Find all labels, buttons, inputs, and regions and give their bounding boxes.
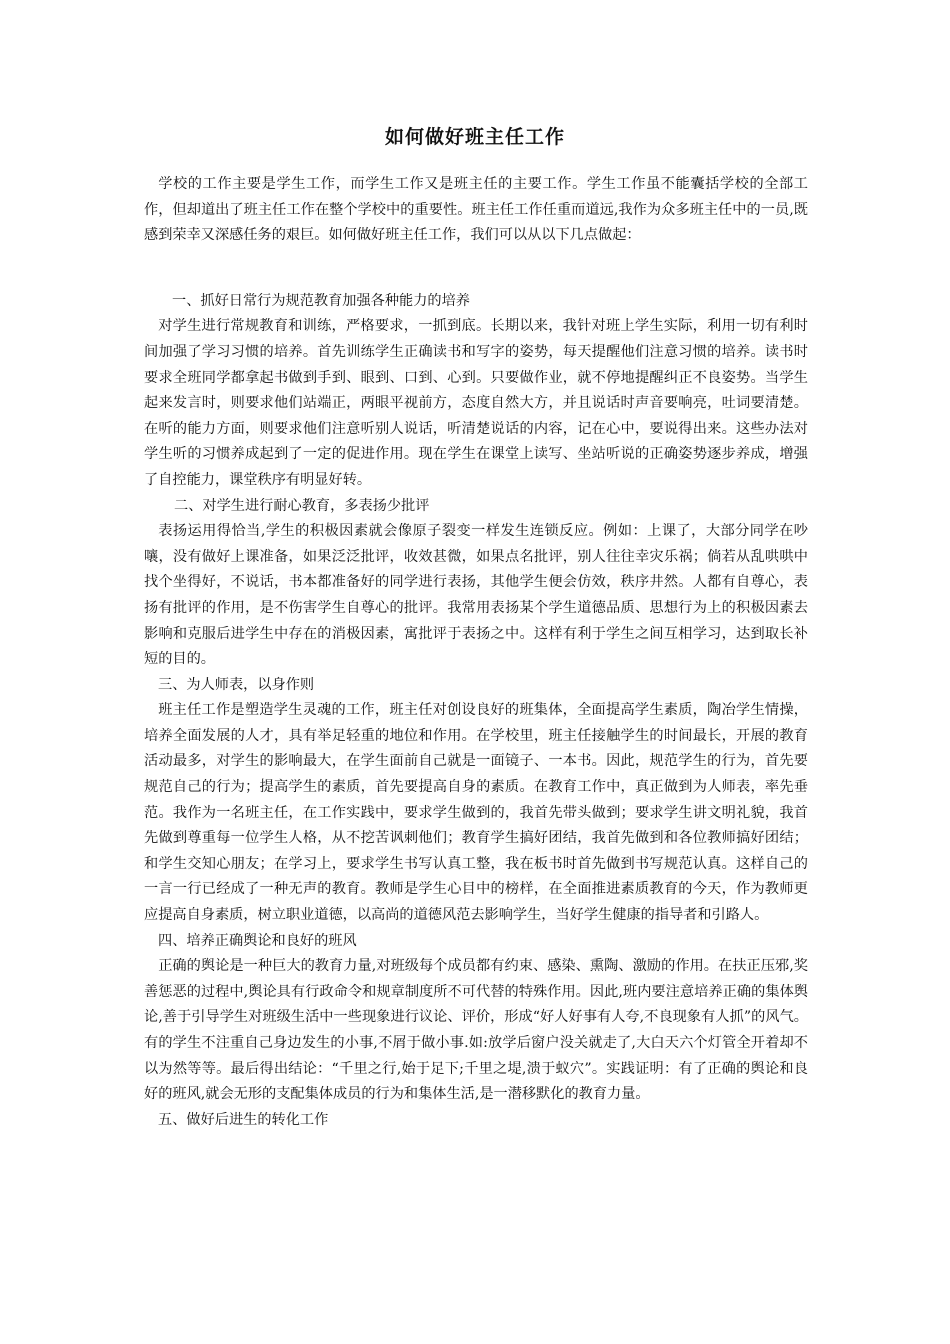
section-heading-5: 五、做好后进生的转化工作: [158, 1111, 329, 1128]
section-heading-2: 二、对学生进行耐心教育，多表扬少批评: [174, 497, 430, 514]
section-heading-1: 一、抓好日常行为规范教育加强各种能力的培养: [172, 292, 470, 309]
document-body: [144, 172, 808, 1133]
section-body-3: 班主任工作是塑造学生灵魂的工作，班主任对创设良好的班集体，全面提高学生素质，陶冶学生情操，培养全面发展的人才，具有举足轻重的地位和作用。在学校里，班主任接触学生的时间最长，开展的教育活动最多，对学生的影响最大，在学生面前自己就是一面镜子、一本书。因此，规范学生的行为，首先要规范自己的行为；提高学生的素质，首先要提高自身的素质。在教育工作中，真正做到为人师表，率先垂范。我作为一名班主任，在工作实践中，要求学生做到的，我首先带头做到；要求学生讲文明礼貌，我首先做到尊重每一位学生人格，从不挖苦讽刺他们；教育学生搞好团结，我首先做到和各位教师搞好团结；和学生交知心朋友；在学习上，要求学生书写认真工整，我在板书时首先做到书写规范认真。这样自己的一言一行已经成了一种无声的教育。教师是学生心目中的榜样，在全面推进素质教育的今天，作为教师更应提高自身素质，树立职业道德，以高尚的道德风范去影响学生，当好学生健康的指导者和引路人。: [144, 702, 808, 924]
section-heading-4: 四、培养正确舆论和良好的班风: [158, 932, 357, 949]
paragraph-gap: [144, 249, 808, 289]
section-body-1: 对学生进行常规教育和训练，严格要求，一抓到底。长期以来，我针对班上学生实际，利用一切有利时间加强了学习习惯的培养。首先训练学生正确读书和写字的姿势，每天提醒他们注意习惯的培养。读书时要求全班同学都拿起书做到手到、眼到、口到、心到。只要做作业，就不停地提醒纠正不良姿势。当学生起来发言时，则要求他们站端正，两眼平视前方，态度自然大方，并且说话时声音要响亮，吐词要清楚。在听的能力方面，则要求他们注意听别人说话，听清楚说话的内容，记在心中，要说得出来。这些办法对学生听的习惯养成起到了一定的促进作用。现在学生在课堂上读写、坐站听说的正确姿势逐步养成，增强了自控能力，课堂秩序有明显好转。: [144, 318, 808, 488]
intro-paragraph: 学校的工作主要是学生工作，而学生工作又是班主任的主要工作。学生工作虽不能囊括学校的全部工作，但却道出了班主任工作在整个学校中的重要性。班主任工作任重而道远,我作为众多班主任中的一员,既感到荣幸又深感任务的艰巨。如何做好班主任工作，我们可以从以下几点做起：: [144, 176, 808, 244]
section-heading-3: 三、为人师表，以身作则: [158, 676, 315, 693]
page-title: 如何做好班主任工作: [384, 126, 565, 148]
section-body-2: 表扬运用得恰当,学生的积极因素就会像原子裂变一样发生连锁反应。例如：上课了，大部分同学在吵嚷，没有做好上课准备，如果泛泛批评，收效甚微，如果点名批评，别人往往幸灾乐祸；倘若从乱哄哄中找个坐得好，不说话，书本都准备好的同学进行表扬，其他学生便会仿效，秩序井然。人都有自尊心，表扬有批评的作用，是不伤害学生自尊心的批评。我常用表扬某个学生道德品质、思想行为上的积极因素去影响和克服后进学生中存在的消极因素，寓批评于表扬之中。这样有利于学生之间互相学习，达到取长补短的目的。: [144, 523, 808, 668]
section-body-4: 正确的舆论是一种巨大的教育力量,对班级每个成员都有约束、感染、熏陶、激励的作用。在扶正压邪,奖善惩恶的过程中,舆论具有行政命令和规章制度所不可代替的特殊作用。因此,班内要注意培养正确的集体舆论,善于引导学生对班级生活中一些现象进行议论、评价，形成“好人好事有人夸,不良现象有人抓”的风气。有的学生不注重自己身边发生的小事,不屑于做小事.如:放学后窗户没关就走了,大白天六个灯管全开着却不以为然等等。最后得出结论：“千里之行,始于足下;千里之堤,溃于蚁穴”。实践证明：有了正确的舆论和良好的班风,就会无形的支配集体成员的行为和集体生活,是一潜移默化的教育力量。: [144, 958, 808, 1103]
